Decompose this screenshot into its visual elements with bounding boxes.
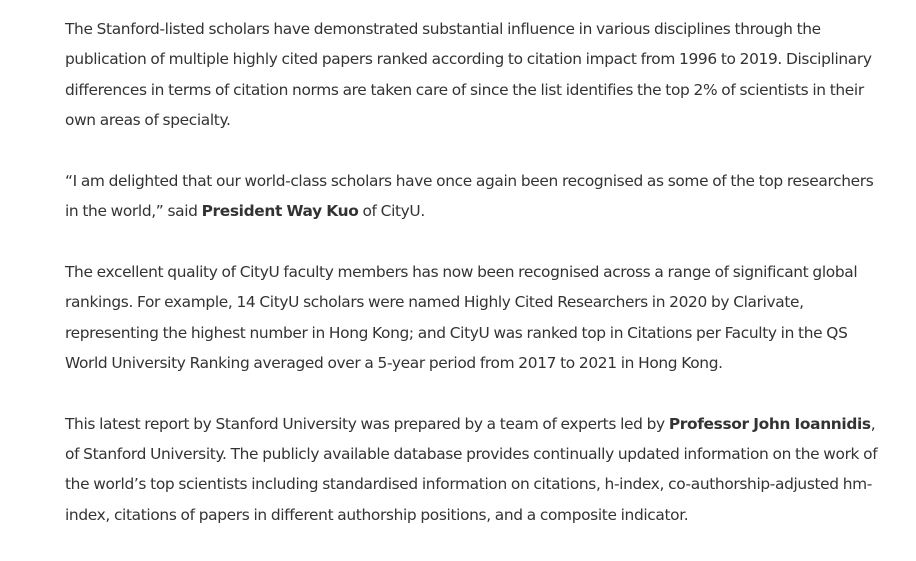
paragraph-stanford-report bbox=[65, 409, 885, 530]
paragraph-president-quote bbox=[65, 166, 885, 227]
article-body bbox=[65, 14, 885, 561]
president-name: President Way Kuo bbox=[201, 202, 359, 221]
professor-name: Professor John Ioannidis bbox=[668, 414, 871, 433]
quote-attribution: of CityU. bbox=[358, 202, 425, 221]
report-text-intro: This latest report by Stanford University was prepared by a team of experts led by bbox=[65, 414, 669, 433]
report-text-details: , of Stanford University. The publicly available database provides continually updated information on the work of the world’s top scientists including standardised information on citations, h-index, co-authorship-adjusted hm-index, citations of papers in different authorship positions, and a composite indicator. bbox=[65, 414, 878, 524]
paragraph-scholars-influence: The Stanford-listed scholars have demonstrated substantial influence in various disciplines through the publication of multiple highly cited papers ranked according to citation impact from 1996 to 2019. Disciplinary differences in terms of citation norms are taken care of since the list identifies the top 2% of scientists in their own areas of specialty. bbox=[65, 20, 872, 129]
quote-text: “I am delighted that our world-class scholars have once again been recognised as some of the top researchers in the world,” said bbox=[65, 171, 874, 221]
paragraph-global-rankings: The excellent quality of CityU faculty members has now been recognised across a range of significant global rankings. For example, 14 CityU scholars were named Highly Cited Researchers in 2020 by Clarivate, representing the highest number in Hong Kong; and CityU was ranked top in Citations per Faculty in the QS World University Ranking averaged over a 5-year period from 2017 to 2021 in Hong Kong. bbox=[65, 262, 858, 372]
